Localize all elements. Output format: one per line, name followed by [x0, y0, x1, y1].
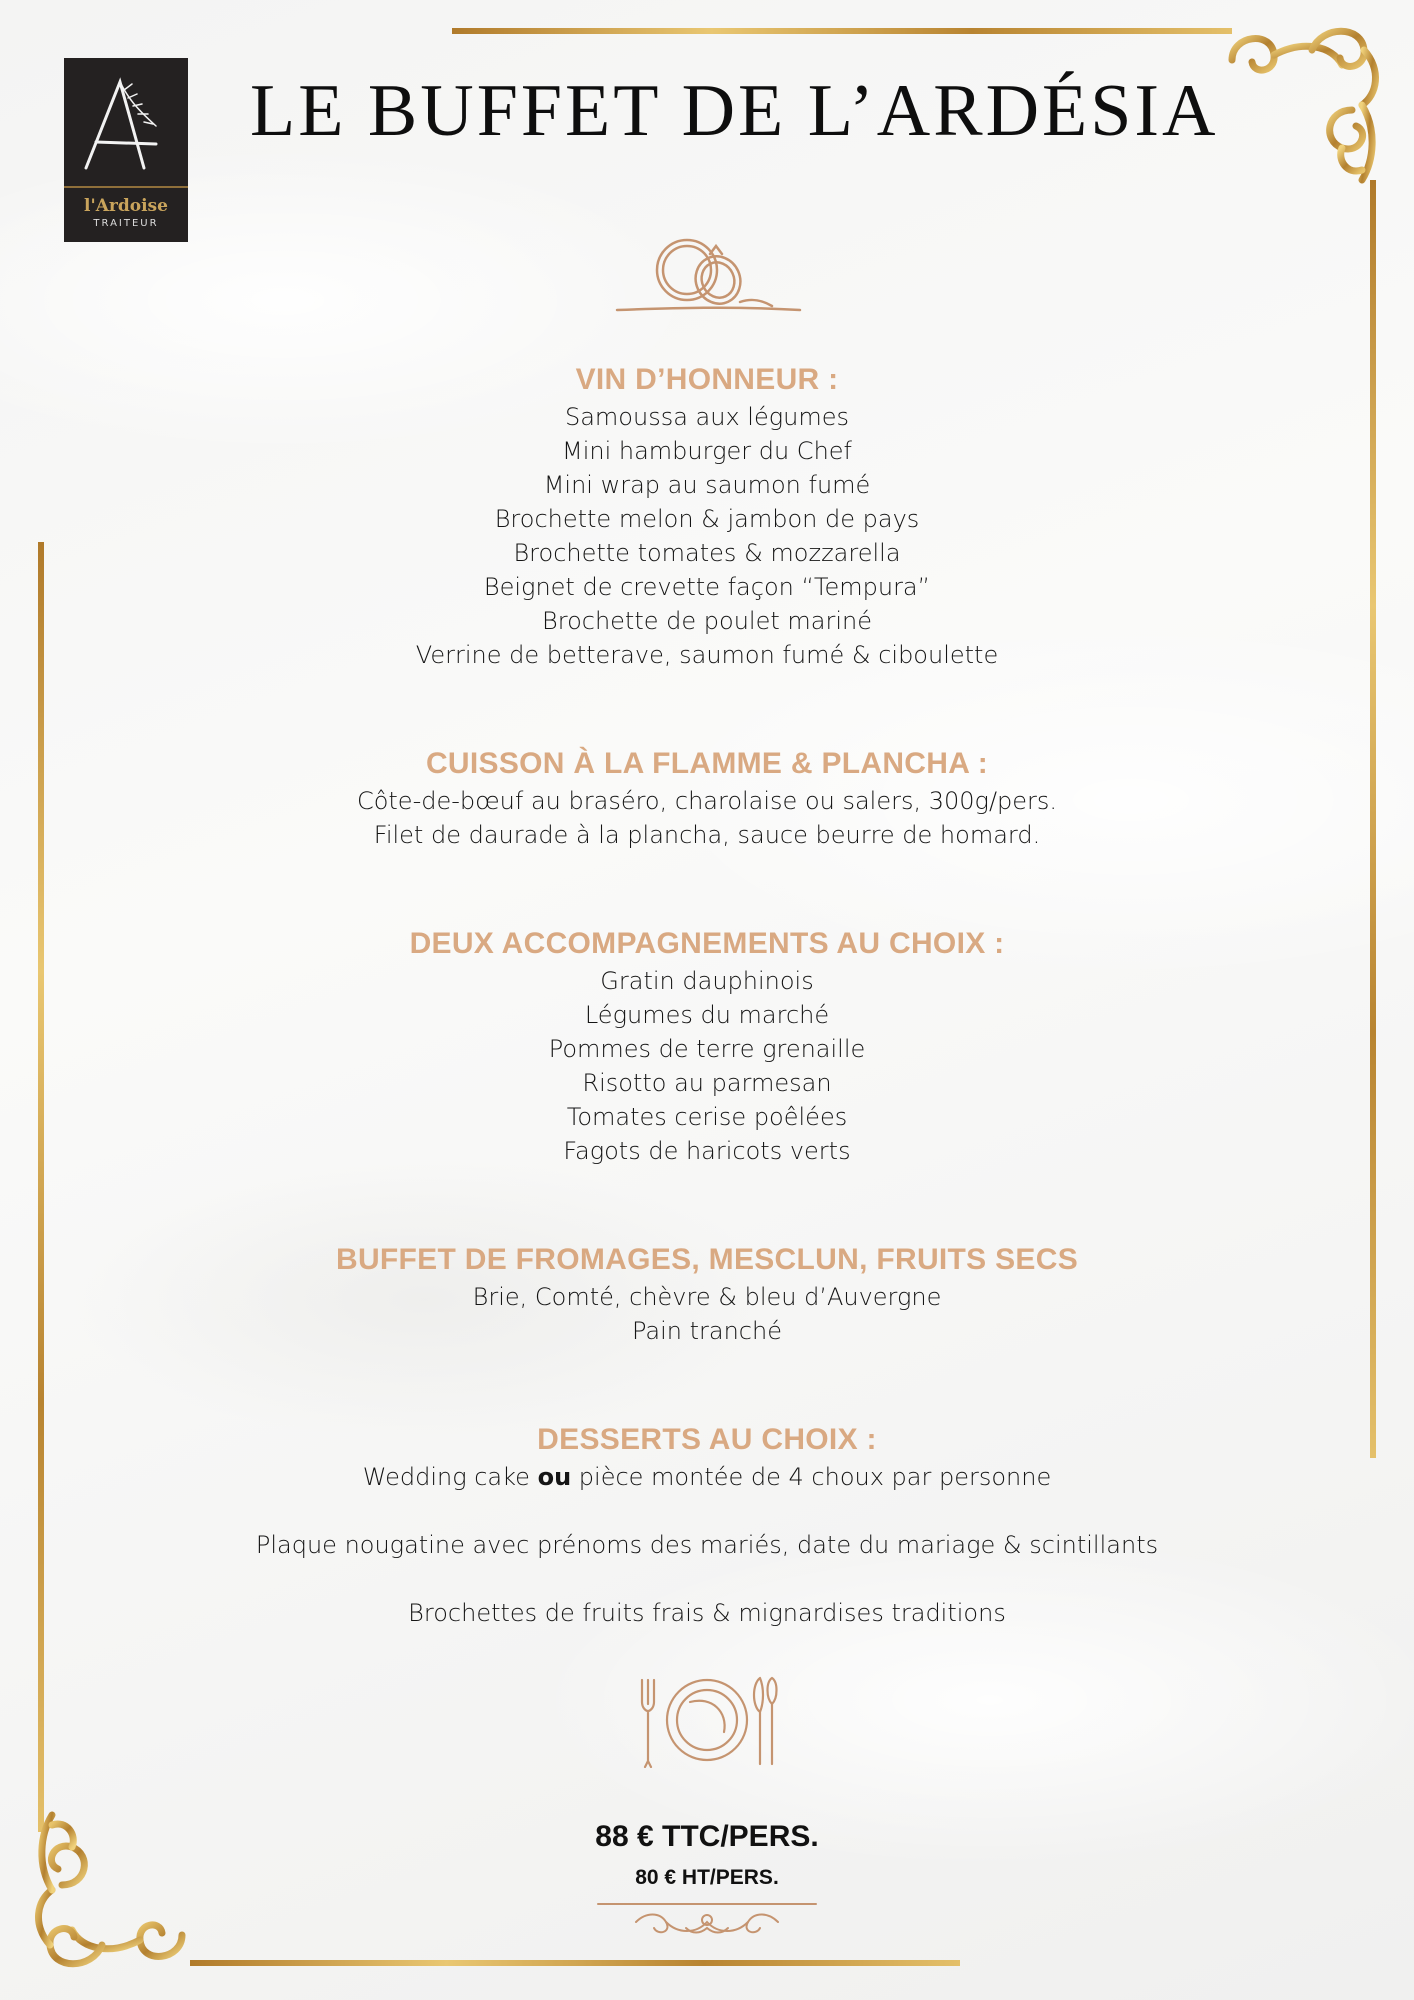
corner-ornament-icon — [1212, 20, 1392, 190]
section-vin-dhonneur — [230, 360, 1184, 672]
menu-item: Tomates cerise poêlées — [566, 1103, 848, 1131]
menu-item-emphasis: ou — [537, 1463, 572, 1491]
menu-item: Brie, Comté, chèvre & bleu d’Auvergne — [472, 1283, 942, 1311]
price-ht: 80 € HT/PERS. — [635, 1866, 779, 1889]
menu-item: Brochette melon & jambon de pays — [494, 505, 920, 533]
menu-item-part: Wedding cake — [362, 1463, 538, 1491]
section-heading: DEUX ACCOMPAGNEMENTS AU CHOIX : — [409, 927, 1005, 960]
menu-item: Risotto au parmesan — [582, 1069, 832, 1097]
frame-left-line — [38, 542, 44, 1832]
menu-item: Brochettes de fruits frais & mignardises traditions — [408, 1599, 1006, 1627]
menu-item: Brochette de poulet mariné — [542, 607, 872, 635]
section-heading: DESSERTS AU CHOIX : — [537, 1423, 877, 1456]
section-heading: BUFFET DE FROMAGES, MESCLUN, FRUITS SECS — [335, 1243, 1079, 1276]
menu-item: Brochette tomates & mozzarella — [513, 539, 901, 567]
section-heading: VIN D’HONNEUR : — [575, 363, 839, 396]
rings-icon — [612, 230, 802, 320]
section-desserts — [230, 1420, 1184, 1630]
menu-item: Pommes de terre grenaille — [548, 1035, 866, 1063]
frame-top-line — [452, 28, 1232, 34]
plate-cutlery-icon — [632, 1672, 782, 1768]
logo-letter-a-icon — [76, 68, 176, 178]
menu-item: Légumes du marché — [584, 1001, 830, 1029]
brand-logo — [64, 58, 188, 242]
menu-content — [230, 360, 1184, 1630]
logo-divider — [64, 186, 188, 188]
logo-subtitle: TRAITEUR — [93, 218, 159, 229]
menu-item — [230, 1460, 1184, 1494]
flourish-divider-icon — [596, 1900, 818, 1940]
menu-item-part: pièce montée de 4 choux par personne — [571, 1463, 1052, 1491]
menu-item: Plaque nougatine avec prénoms des mariés, date du mariage & scintillants — [255, 1531, 1159, 1559]
menu-item: Pain tranché — [632, 1317, 782, 1345]
menu-item: Mini wrap au saumon fumé — [543, 471, 871, 499]
menu-item: Verrine de betterave, saumon fumé & ciboulette — [415, 641, 999, 669]
logo-name: l'Ardoise — [84, 196, 168, 216]
section-cuisson — [230, 744, 1184, 852]
page-title: LE BUFFET DE L’ARDÉSIA — [250, 70, 1219, 152]
menu-item: Fagots de haricots verts — [563, 1137, 851, 1165]
section-heading: CUISSON À LA FLAMME & PLANCHA : — [425, 747, 989, 780]
frame-right-line — [1370, 180, 1376, 1458]
menu-item: Gratin dauphinois — [600, 967, 814, 995]
menu-item: Samoussa aux légumes — [564, 403, 849, 431]
menu-item: Filet de daurade à la plancha, sauce beurre de homard. — [373, 821, 1041, 849]
menu-item: Mini hamburger du Chef — [562, 437, 852, 465]
menu-item: Beignet de crevette façon “Tempura” — [483, 573, 931, 601]
frame-bottom-line — [190, 1960, 960, 1966]
section-fromages — [230, 1240, 1184, 1348]
section-accompagnements — [230, 924, 1184, 1168]
menu-item: Côte-de-bœuf au braséro, charolaise ou salers, 300g/pers. — [356, 787, 1058, 815]
price-ttc: 88 € TTC/PERS. — [595, 1820, 819, 1853]
